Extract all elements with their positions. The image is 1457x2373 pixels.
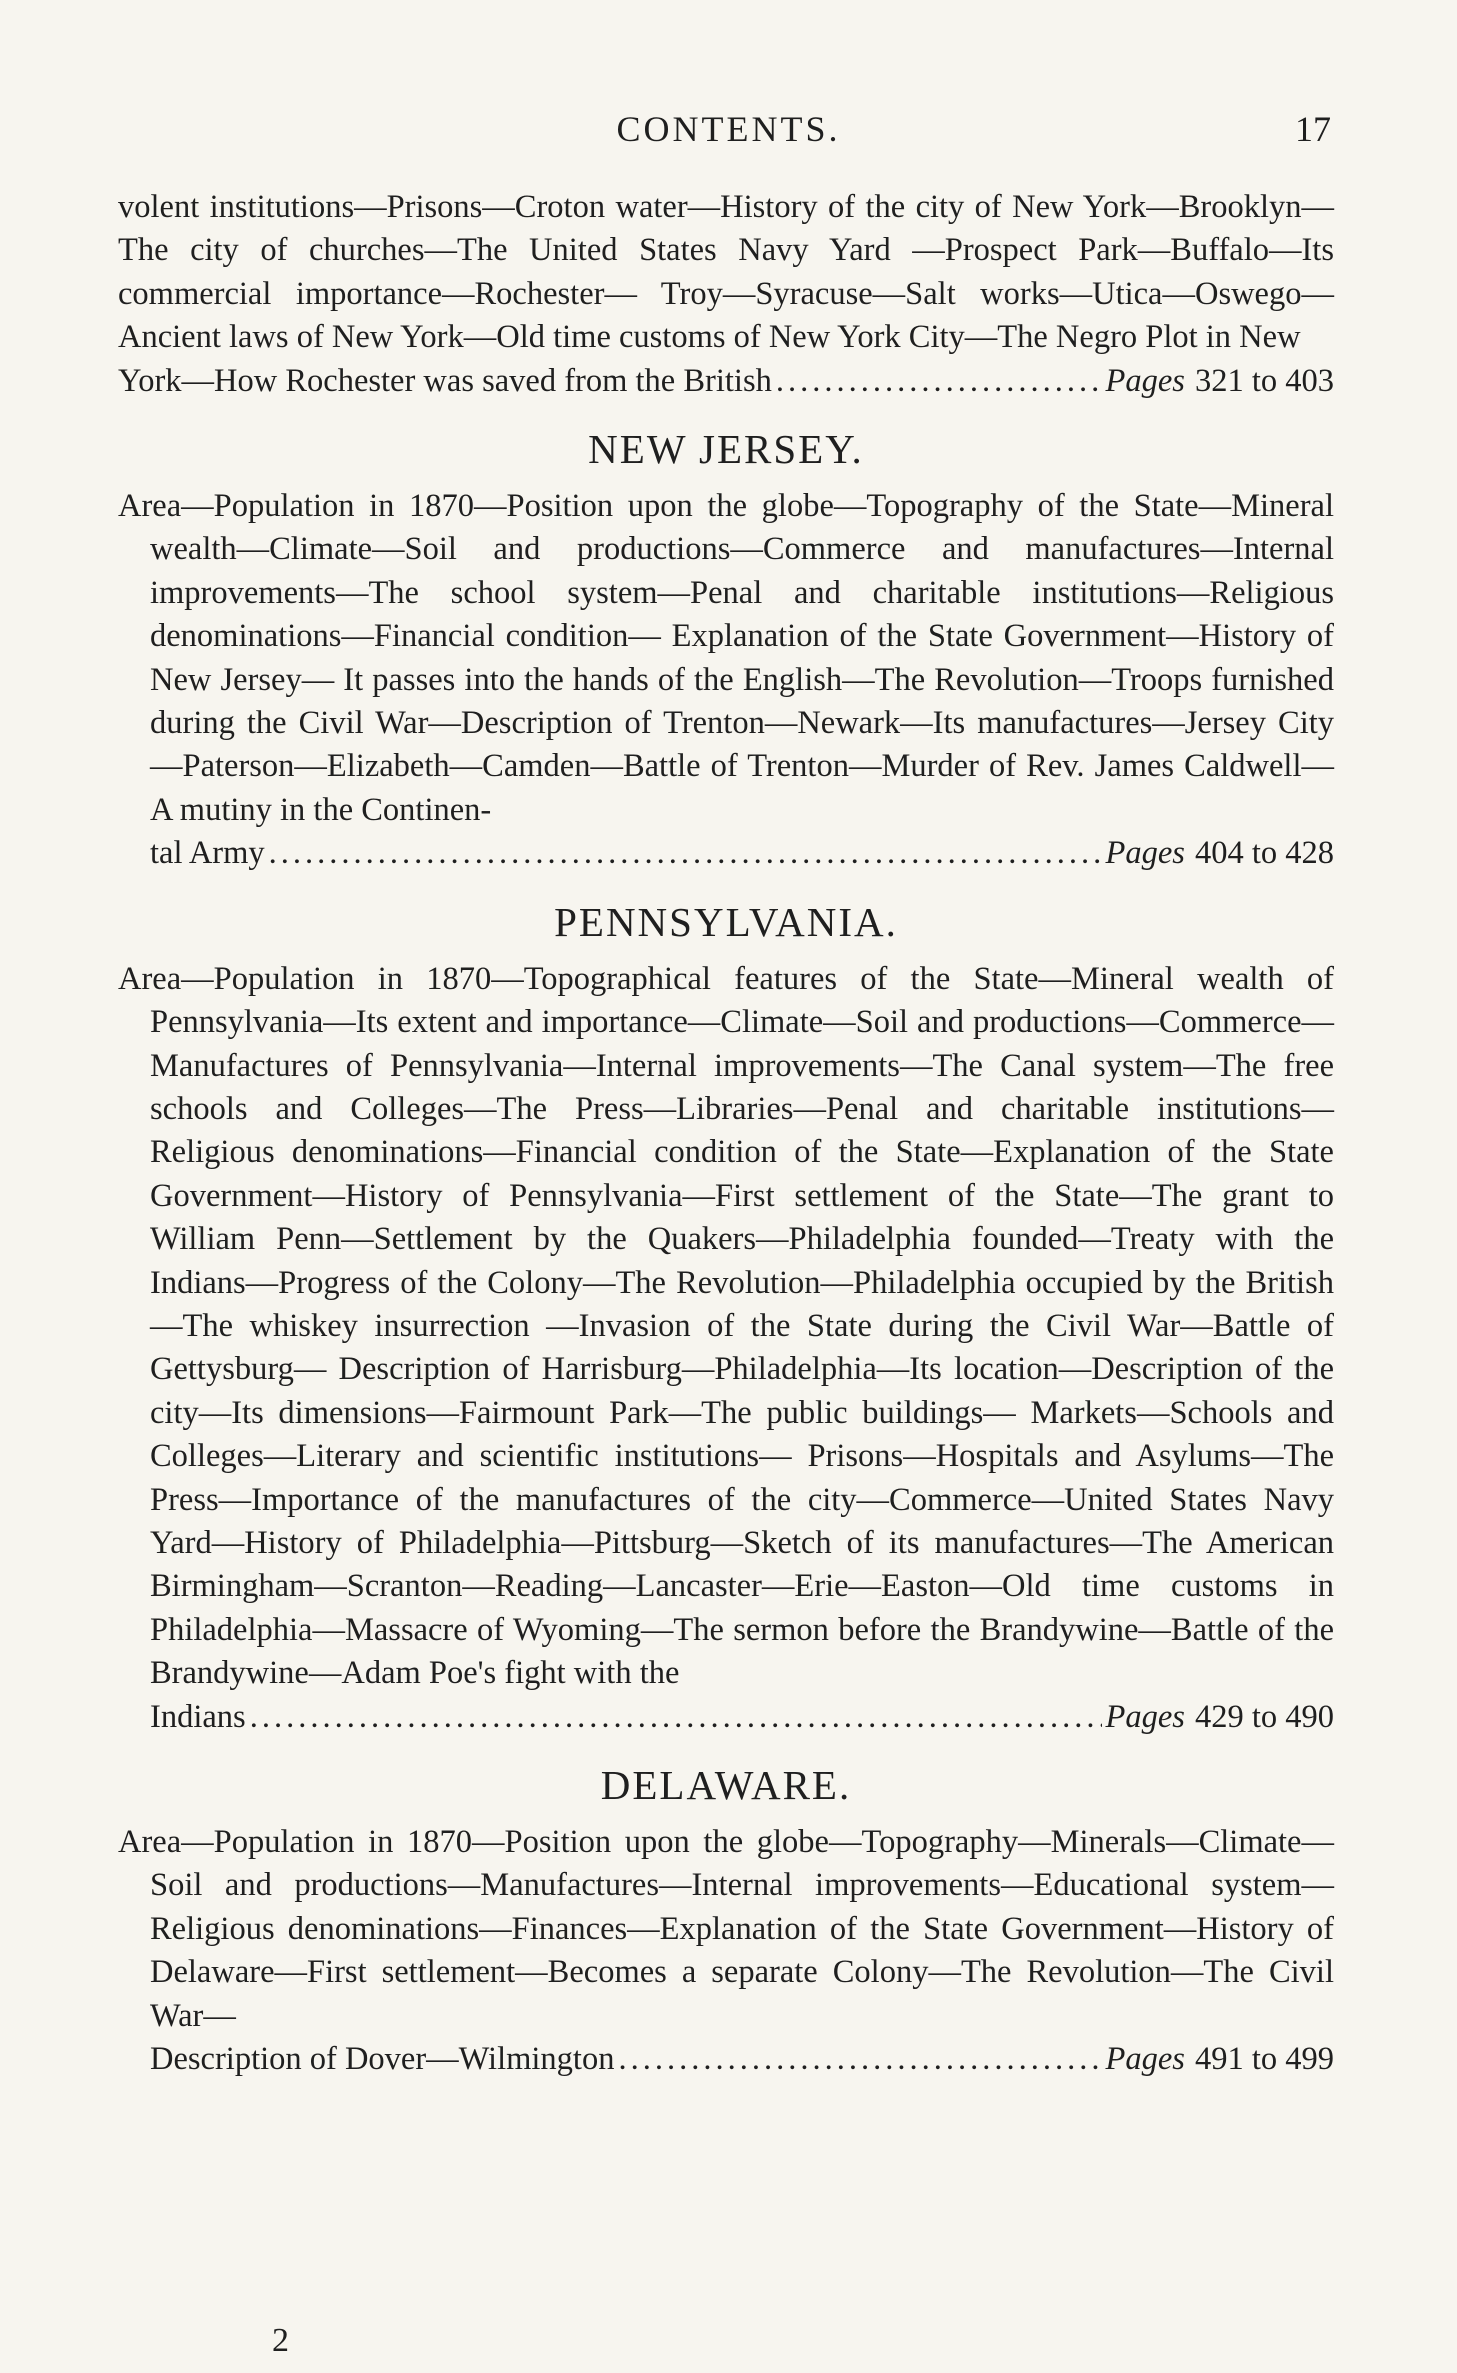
page-number: 17 bbox=[1295, 109, 1331, 149]
section-body: volent institutions—Prisons—Croton water—History of the city of New York—Brooklyn—The city of churches—The United States Navy Yard —Prospect Park—Buffalo—Its commercial importance—Rochester— Troy—Syracuse—Salt works—Utica—Oswego—Ancient laws of New York—Old time customs of New York City—The Negro Plot in New bbox=[118, 189, 1334, 356]
pages-label: Pages bbox=[1105, 362, 1185, 399]
entry-last-line bbox=[118, 2038, 1334, 2081]
dot-leader bbox=[776, 360, 1102, 403]
section-new-jersey bbox=[118, 425, 1334, 876]
last-line-text: York—How Rochester was saved from the British bbox=[118, 362, 772, 399]
last-line-text: tal Army bbox=[150, 835, 265, 872]
running-head: CONTENTS. bbox=[616, 109, 841, 149]
last-line-text: Description of Dover—Wilmington bbox=[150, 2041, 615, 2078]
pages-label: Pages bbox=[1105, 1698, 1185, 1735]
page-header bbox=[0, 108, 1457, 148]
section-heading: DELAWARE. bbox=[600, 1762, 852, 1808]
pages-label: Pages bbox=[1105, 835, 1185, 872]
dot-leader bbox=[269, 832, 1102, 875]
signature-mark: 2 bbox=[272, 2322, 289, 2359]
pages-label: Pages bbox=[1105, 2041, 1185, 2078]
entry-last-line bbox=[118, 360, 1334, 403]
section-heading: NEW JERSEY. bbox=[588, 426, 864, 473]
section-body: Area—Population in 1870—Position upon the globe—Topography—Minerals—Climate—Soil and productions—Manufactures—Internal improvements—Educational system—Religious denominations—Finances—Explanation of the State Government—History of Delaware—First settlement—Becomes a separate Colony—The Revolution—The Civil War— bbox=[118, 1824, 1334, 2034]
contents-list bbox=[118, 186, 1334, 2081]
last-line-text: Indians bbox=[150, 1698, 246, 1735]
page-range: 404 to 428 bbox=[1194, 835, 1334, 872]
section-new-york-continued bbox=[118, 186, 1334, 403]
section-heading: PENNSYLVANIA. bbox=[554, 898, 898, 945]
entry-last-line bbox=[118, 1696, 1334, 1739]
dot-leader bbox=[618, 2038, 1101, 2081]
section-body: Area—Population in 1870—Position upon the globe—Topography of the State—Mineral wealth—Climate—Soil and productions—Commerce and manufactures—Internal improvements—The school system—Penal and charitable institutions—Religious denominations—Financial condition— Explanation of the State Government—History of New Jersey— It passes into the hands of the English—The Revolution—Troops furnished during the Civil War—Description of Trenton—Newark—Its manufactures—Jersey City—Paterson—Elizabeth—Camden—Battle of Trenton—Murder of Rev. James Caldwell—A mutiny in the Continen- bbox=[118, 488, 1334, 828]
dot-leader bbox=[250, 1696, 1102, 1739]
page-range: 321 to 403 bbox=[1194, 362, 1334, 399]
page-range: 491 to 499 bbox=[1194, 2041, 1334, 2078]
page-range: 429 to 490 bbox=[1194, 1698, 1334, 1735]
section-delaware bbox=[118, 1761, 1334, 2081]
section-body: Area—Population in 1870—Topographical features of the State—Mineral wealth of Pennsylvania—Its extent and importance—Climate—Soil and productions—Commerce—Manufactures of Pennsylvania—Internal improvements—The Canal system—The free schools and Colleges—The Press—Libraries—Penal and charitable institutions—Religious denominations—Financial condition of the State—Explanation of the State Government—History of Pennsylvania—First settlement of the State—The grant to William Penn—Settlement by the Quakers—Philadelphia founded—Treaty with the Indians—Progress of the Colony—The Revolution—Philadelphia occupied by the British—The whiskey insurrection —Invasion of the State during the Civil War—Battle of Gettysburg— Description of Harrisburg—Philadelphia—Its location—Description of the city—Its dimensions—Fairmount Park—The public buildings— Markets—Schools and Colleges—Literary and scientific institutions— Prisons—Hospitals and Asylums—The Press—Importance of the manufactures of the city—Commerce—United States Navy Yard—History of Philadelphia—Pittsburg—Sketch of its manufactures—The American Birmingham—Scranton—Reading—Lancaster—Erie—Easton—Old time customs in Philadelphia—Massacre of Wyoming—The sermon before the Brandywine—Battle of the Brandywine—Adam Poe's fight with the bbox=[118, 960, 1334, 1692]
section-pennsylvania bbox=[118, 898, 1334, 1739]
entry-last-line bbox=[118, 832, 1334, 875]
